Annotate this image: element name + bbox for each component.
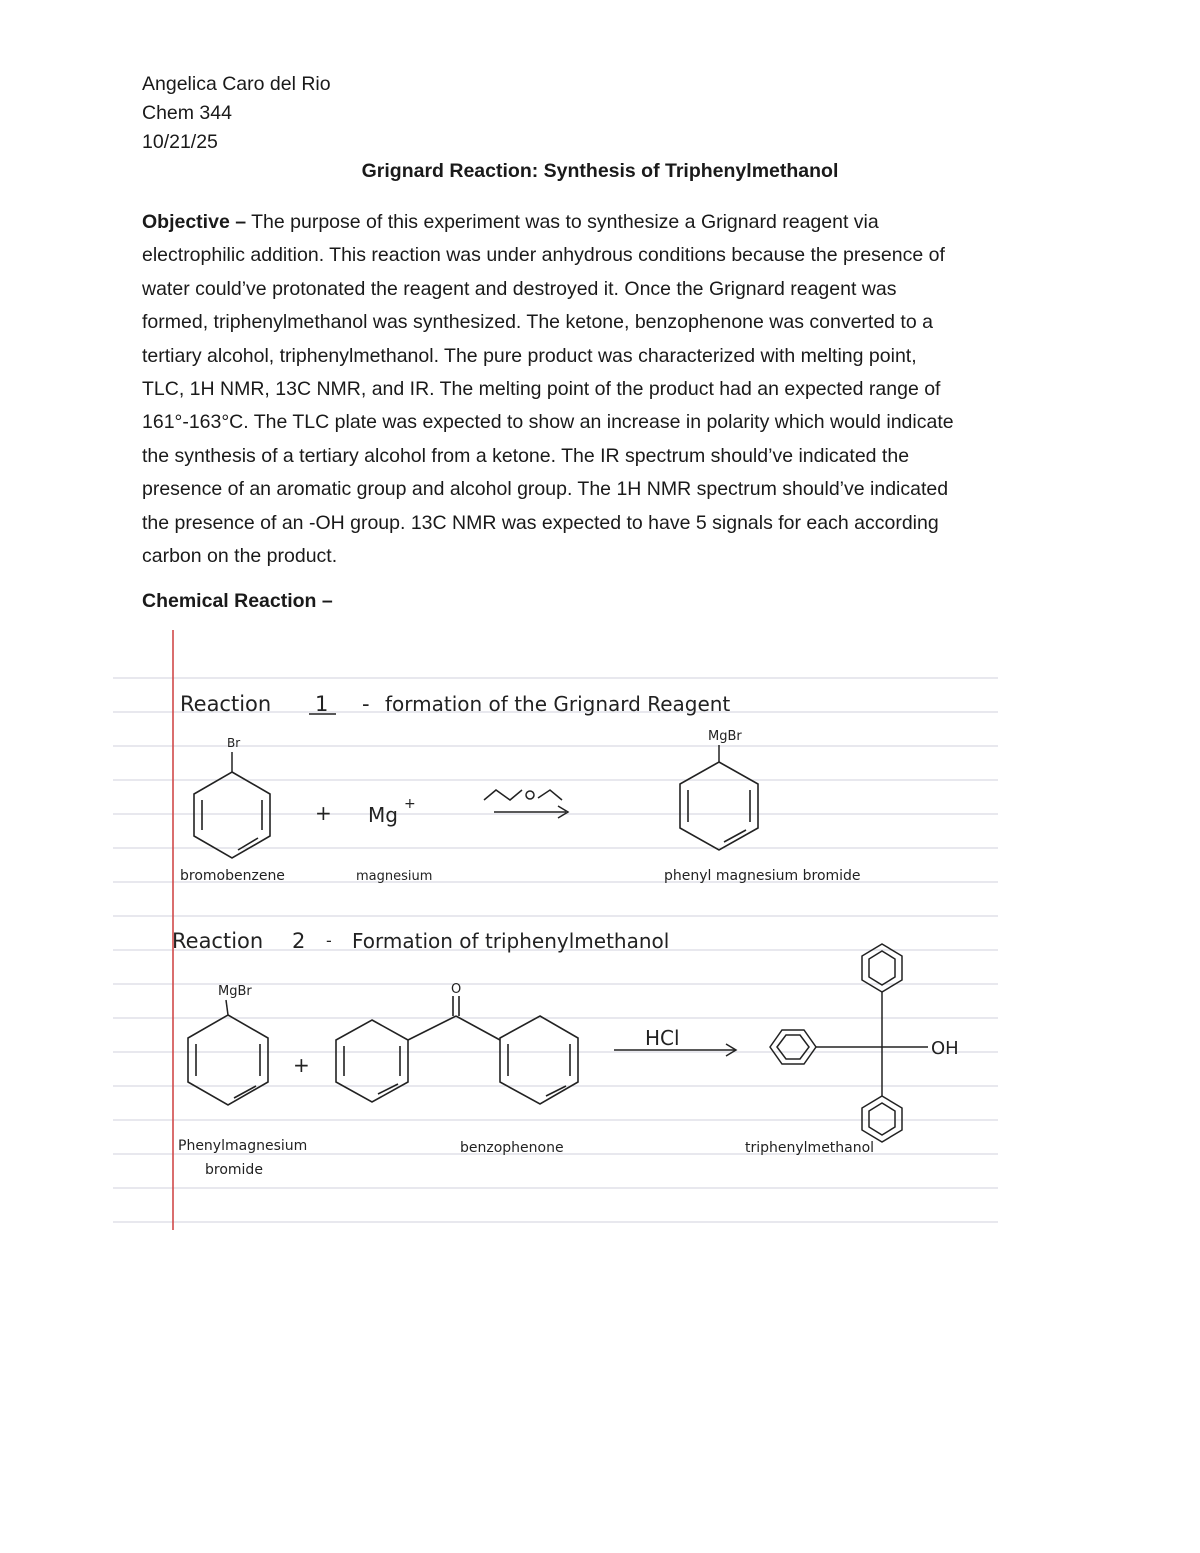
objective-line: water could’ve protonated the reagent and destroyed it. Once the Grignard reagent was [142,277,897,300]
phenylmagnesium-bromide-name: phenyl magnesium bromide [664,868,861,884]
phenylmagnesium-name-line2: bromide [205,1162,263,1178]
reactant-mgbr-label: MgBr [218,984,252,999]
author-name: Angelica Caro del Rio [142,73,331,95]
objective-label: Objective – [142,211,247,233]
hcl-reagent-label: HCl [645,1026,680,1050]
phenylmagnesium-bromide-ring [680,762,758,850]
magnesium-charge: + [404,796,416,812]
reaction2-plus: + [293,1053,310,1077]
benzophenone-name: benzophenone [460,1140,564,1156]
triphenylmethanol-structure [770,944,928,1142]
objective-line: tertiary alcohol, triphenylmethanol. The pure product was characterized with melting point, [142,344,917,367]
objective-line: 161°-163°C. The TLC plate was expected to show an increase in polarity which would indicate [142,411,954,434]
objective-line: electrophilic addition. This reaction was under anhydrous conditions because the presence of [142,244,945,267]
phenylmagnesium-name-line1: Phenylmagnesium [178,1138,308,1154]
chemical-reaction-heading: Chemical Reaction – [142,590,333,612]
hydroxyl-label: OH [931,1038,959,1059]
reaction1-heading-word: Reaction [180,692,272,716]
reaction2-number: 2 [292,929,306,953]
report-title: Grignard Reaction: Synthesis of Triphenylmethanol [361,160,839,182]
reaction2-dash: - [326,931,332,950]
reaction1-dash: - [362,692,370,716]
triphenylmethanol-name: triphenylmethanol [745,1140,875,1156]
bromobenzene-ring [194,772,270,858]
reaction1-title: formation of the Grignard Reagent [385,692,731,716]
bromobenzene-name: bromobenzene [180,868,285,884]
objective-line: Objective – The purpose of this experiment was to synthesize a Grignard reagent via [142,211,879,233]
reaction2-heading-word: Reaction [172,929,264,953]
reaction1-number: 1 [315,692,329,716]
benzophenone-structure [336,996,578,1104]
objective-line: TLC, 1H NMR, 13C NMR, and IR. The melting point of the product had an expected range of [142,378,941,401]
magnesium-symbol: Mg [368,803,398,827]
objective-line: carbon on the product. [142,545,338,568]
objective-line: presence of an aromatic group and alcohol group. The 1H NMR spectrum should’ve indicated [142,478,949,501]
product-mgbr-label: MgBr [708,729,742,744]
carbonyl-oxygen-label: O [451,982,462,997]
objective-line: the synthesis of a tertiary alcohol from a ketone. The IR spectrum should’ve indicated the [142,444,910,467]
phenylmagnesium-ring-r2 [188,1015,268,1105]
objective-line: the presence of an -OH group. 13C NMR was expected to have 5 signals for each according [142,511,939,534]
magnesium-name: magnesium [356,869,433,884]
reaction2-title: Formation of triphenylmethanol [352,929,670,953]
reaction1-plus: + [315,801,332,825]
course-name: Chem 344 [142,102,232,124]
br-label: Br [227,736,241,750]
objective-line: formed, triphenylmethanol was synthesized. The ketone, benzophenone was converted to a [142,311,933,334]
report-date: 10/21/25 [142,131,218,153]
